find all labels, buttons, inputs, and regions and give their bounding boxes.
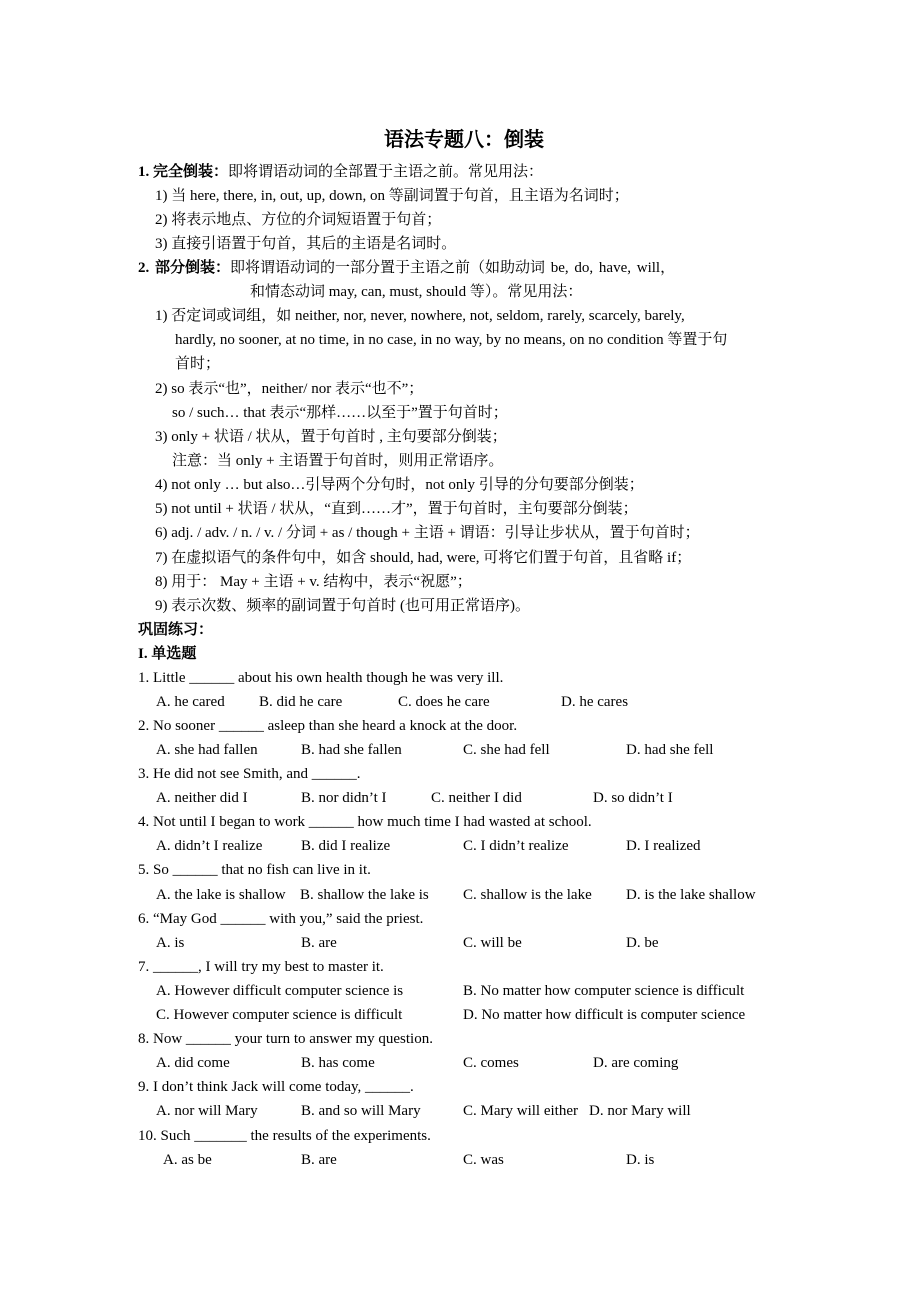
rule-item: 6) adj. / adv. / n. / v. / 分词 + as / though + 主语 + 谓语：引导让步状从，置于句首时；: [155, 525, 700, 541]
option: A. However difficult computer science is: [156, 983, 404, 999]
option: C. However computer science is difficult: [156, 1007, 403, 1023]
option: C. she had fell: [463, 742, 550, 758]
rule-item: 9) 表示次数、频率的副词置于句首时 (也可用正常语序)。: [155, 598, 530, 614]
option: D. he cares: [561, 694, 629, 710]
rule-item: 4) not only … but also…引导两个分句时，not only 引导的分句要部分倒装；: [155, 477, 644, 493]
option: C. will be: [463, 935, 522, 951]
section-2-intro-cont: 和情态动词 may, can, must, should 等）。常见用法：: [250, 284, 583, 300]
question: 9. I don’t think Jack will come today, ______.: [138, 1079, 414, 1095]
rule-item: hardly, no sooner, at no time, in no case, in no way, by no means, on no condition 等置于句: [175, 332, 728, 348]
rule-item: 2) so 表示“也”，neither/ nor 表示“也不”；: [155, 381, 424, 397]
option: C. comes: [463, 1055, 519, 1071]
rule-item: so / such… that 表示“那样……以至于”置于句首时；: [172, 405, 508, 421]
option: B. has come: [301, 1055, 375, 1071]
option: D. had she fell: [626, 742, 714, 758]
document-title: 语法专题八：倒装: [384, 129, 544, 151]
question: 7. ______, I will try my best to master it.: [138, 959, 384, 975]
rule-item: 2) 将表示地点、方位的介词短语置于句首；: [155, 212, 442, 228]
option: C. was: [463, 1152, 504, 1168]
question: 2. No sooner ______ asleep than she heard a knock at the door.: [138, 718, 518, 734]
rule-item: 注意：当 only + 主语置于句首时，则用正常语序。: [172, 453, 504, 469]
option: B. had she fallen: [301, 742, 402, 758]
option: D. I realized: [626, 838, 701, 854]
option: B. are: [301, 1152, 337, 1168]
option: B. nor didn’t I: [301, 790, 387, 806]
option: C. I didn’t realize: [463, 838, 569, 854]
option: A. neither did I: [156, 790, 248, 806]
practice-part: I. 单选题: [138, 646, 197, 662]
section-1-line: [138, 163, 543, 181]
section-2-heading: 2. 部分倒装：: [138, 260, 231, 276]
option: D. are coming: [593, 1055, 679, 1071]
rule-item: 3) only + 状语 / 状从，置于句首时 , 主句要部分倒装；: [155, 429, 507, 445]
question: 4. Not until I began to work ______ how much time I had wasted at school.: [138, 814, 592, 830]
option: A. did come: [156, 1055, 230, 1071]
option: D. be: [626, 935, 659, 951]
rule-item: 3) 直接引语置于句首，其后的主语是名词时。: [155, 236, 457, 252]
question: 5. So ______ that no fish can live in it.: [138, 862, 371, 878]
question: 6. “May God ______ with you,” said the priest.: [138, 911, 424, 927]
rule-item: 7) 在虚拟语气的条件句中，如含 should, had, were, 可将它们置于句首，且省略 if；: [155, 550, 692, 566]
section-1-intro: 即将谓语动词的全部置于主语之前。常见用法：: [228, 164, 544, 180]
section-1-heading: 1. 完全倒装：: [138, 164, 229, 180]
option: A. didn’t I realize: [156, 838, 263, 854]
option: B. did he care: [259, 694, 343, 710]
option: D. nor Mary will: [589, 1103, 691, 1119]
option: A. she had fallen: [156, 742, 258, 758]
option: B. and so will Mary: [301, 1103, 421, 1119]
practice-heading: 巩固练习：: [138, 622, 214, 638]
rule-item: 5) not until + 状语 / 状从，“直到……才”，置于句首时，主句要部分倒装；: [155, 501, 638, 517]
rule-item: 8) 用于： May + 主语 + v. 结构中，表示“祝愿”；: [155, 574, 472, 590]
option: B. are: [301, 935, 337, 951]
option: D. so didn’t I: [593, 790, 673, 806]
option: D. is the lake shallow: [626, 887, 756, 903]
question: 10. Such _______ the results of the experiments.: [138, 1128, 431, 1144]
option: C. neither I did: [431, 790, 522, 806]
rule-item: 首时；: [175, 356, 221, 372]
option: B. No matter how computer science is difficult: [463, 983, 745, 999]
option: A. as be: [163, 1152, 212, 1168]
option: C. shallow is the lake: [463, 887, 592, 903]
option: D. No matter how difficult is computer science: [463, 1007, 746, 1023]
rule-item: 1) 当 here, there, in, out, up, down, on 等副词置于句首，且主语为名词时；: [155, 188, 629, 204]
option: D. is: [626, 1152, 655, 1168]
option: A. is: [156, 935, 185, 951]
option: A. the lake is shallow: [156, 887, 286, 903]
section-2-intro: 即将谓语动词的一部分置于主语之前（如助动词 be, do, have, will，: [230, 260, 676, 276]
option: A. he cared: [156, 694, 225, 710]
question: 1. Little ______ about his own health though he was very ill.: [138, 670, 504, 686]
question: 8. Now ______ your turn to answer my question.: [138, 1031, 433, 1047]
section-2-line: [138, 259, 675, 277]
question: 3. He did not see Smith, and ______.: [138, 766, 361, 782]
option: C. Mary will either: [463, 1103, 578, 1119]
option: B. did I realize: [301, 838, 391, 854]
option: B. shallow the lake is: [300, 887, 429, 903]
option: C. does he care: [398, 694, 490, 710]
option: A. nor will Mary: [156, 1103, 258, 1119]
rule-item: 1) 否定词或词组，如 neither, nor, never, nowhere, not, seldom, rarely, scarcely, barely,: [155, 308, 685, 324]
